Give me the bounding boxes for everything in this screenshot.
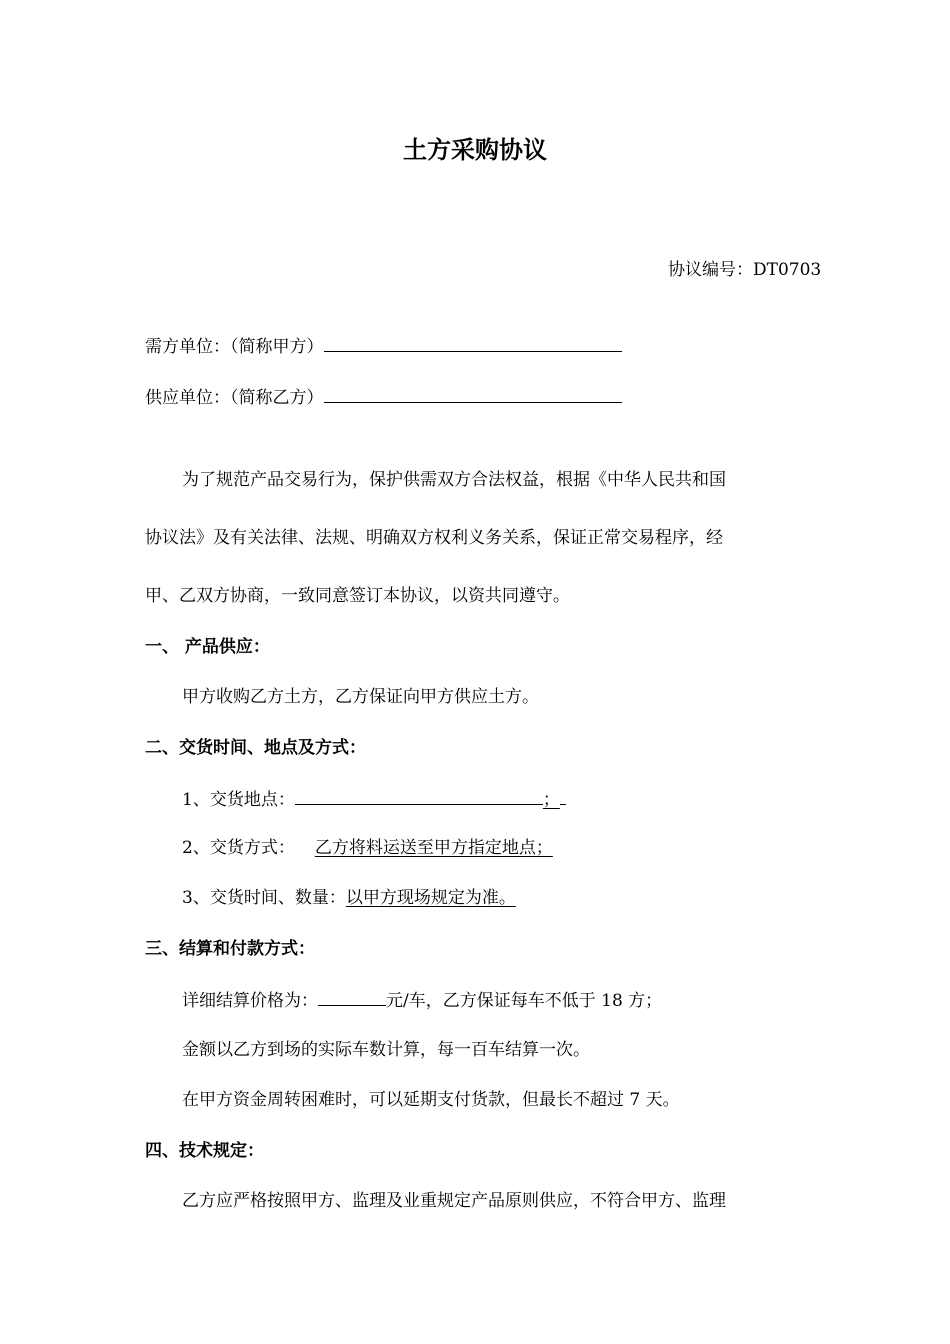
settlement-price-suffix: 元/车，乙方保证每车不低于 18 方；	[386, 991, 663, 1011]
buyer-line	[145, 333, 622, 359]
section-4-body: 乙方应严格按照甲方、监理及业重规定产品原则供应，不符合甲方、监理	[182, 1191, 726, 1211]
delivery-time-label: 3、交货时间、数量：	[182, 888, 346, 908]
settlement-price-line	[182, 987, 662, 1013]
preamble-line-2: 协议法》及有关法律、法规、明确双方权利义务关系，保证正常交易程序，经	[145, 528, 723, 548]
settlement-price-blank[interactable]	[318, 987, 386, 1006]
supplier-line	[145, 384, 622, 410]
section-2-heading: 二、交货时间、地点及方式：	[145, 738, 366, 758]
section-1-body: 甲方收购乙方土方，乙方保证向甲方供应土方。	[182, 687, 539, 707]
delivery-place-blank[interactable]	[295, 786, 543, 805]
delivery-time-value: 以甲方现场规定为准。	[345, 888, 516, 908]
agreement-number: 协议编号：DT0703	[668, 260, 822, 280]
supplier-blank[interactable]	[324, 384, 622, 403]
buyer-blank[interactable]	[324, 333, 622, 352]
delivery-time-line	[182, 886, 516, 910]
delivery-method-label: 2、交货方式：	[182, 838, 295, 858]
delivery-place-line	[182, 786, 566, 812]
settlement-line-3: 在甲方资金周转困难时，可以延期支付货款，但最长不超过 7 天。	[182, 1090, 680, 1110]
settlement-line-2: 金额以乙方到场的实际车数计算，每一百车结算一次。	[182, 1040, 590, 1060]
delivery-place-label: 1、交货地点：	[182, 790, 295, 810]
section-1-heading: 一、 产品供应：	[145, 637, 270, 657]
preamble-line-1: 为了规范产品交易行为，保护供需双方合法权益，根据《中华人民共和国	[182, 470, 726, 490]
section-4-heading: 四、技术规定：	[145, 1141, 264, 1161]
delivery-method-value: 乙方将料运送至甲方指定地点；	[314, 838, 553, 858]
delivery-place-tail: ；	[542, 790, 560, 810]
settlement-price-prefix: 详细结算价格为：	[182, 991, 318, 1011]
preamble-line-3: 甲、乙双方协商，一致同意签订本协议，以资共同遵守。	[145, 586, 570, 606]
delivery-place-tail-line	[560, 786, 566, 805]
document-title: 土方采购协议	[403, 135, 547, 164]
delivery-method-line	[182, 836, 553, 860]
buyer-label: 需方单位：（简称甲方）	[145, 337, 324, 357]
section-3-heading: 三、结算和付款方式：	[145, 939, 315, 959]
supplier-label: 供应单位：（简称乙方）	[145, 388, 324, 408]
